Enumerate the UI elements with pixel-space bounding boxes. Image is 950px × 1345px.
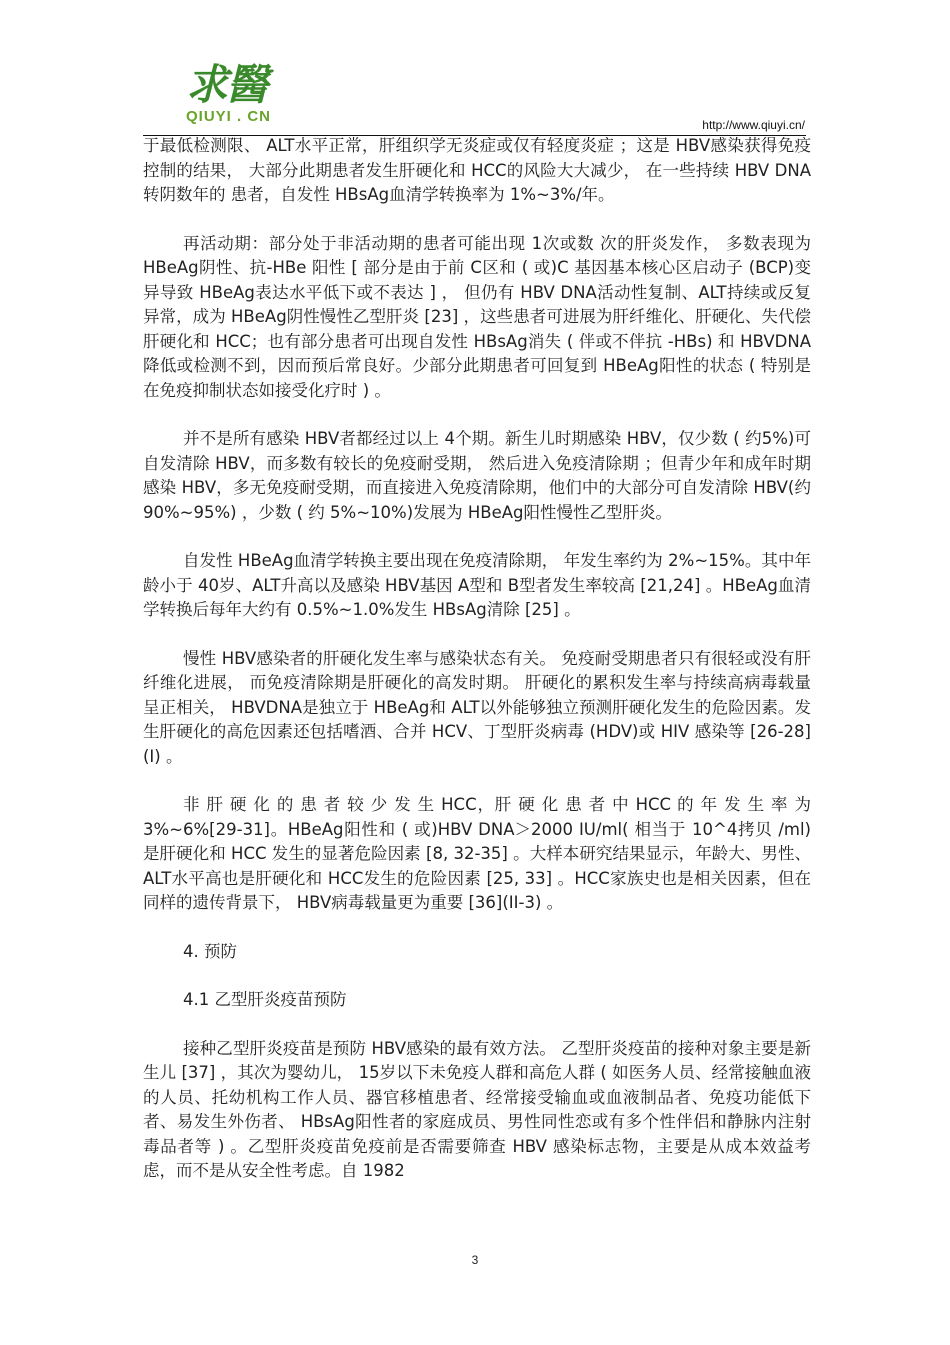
paragraph-seroconversion: 自发性 HBeAg血清学转换主要出现在免疫清除期， 年发生率约为 2%~15%。其中年龄小于 40岁、ALT升高以及感染 HBV基因 A型和 B型者发生率较高 [21,24] 。HBeAg血清学转换后每年大约有 0.5%~1.0%发生 HBsAg清除 [25] 。 [143,551,811,619]
subsection-heading-vaccine: 4.1 乙型肝炎疫苗预防 [183,990,347,1009]
paragraph-continued: 于最低检测限、 ALT水平正常，肝组织学无炎症或仅有轻度炎症 ；这是 HBV感染获得免疫控制的结果， 大部分此期患者发生肝硬化和 HCC的风险大大减少， 在一些持续 HBV DNA转阴数年的 患者，自发性 HBsAg血清学转换率为 1%~3%/年。 [143,136,812,204]
paragraph-vaccination: 接种乙型肝炎疫苗是预防 HBV感染的最有效方法。 乙型肝炎疫苗的接种对象主要是新生儿 [37] ，其次为婴幼儿， 15岁以下未免疫人群和高危人群 ( 如医务人员、经常接触血液的人员、托幼机构工作人员、器官移植患者、经常接受输血或血液制品者、免疫功能低下者、易发生外伤者、 HBsAg阳性者的家庭成员、男性同性恋或有多个性伴侣和静脉内注射毒品者等 ) 。乙型肝炎疫苗免疫前是否需要筛查 HBV 感染标志物，主要是从成本效益考虑，而不是从安全性考虑。自 1982 [143,1038,811,1180]
paragraph-hcc-risk: 非 肝 硬 化 的 患 者 较 少 发 生 HCC，肝 硬 化 患 者 中 HCC 的 年 发 生 率 为3%~6%[29-31]。HBeAg阳性和 ( 或)HBV DNA＞2000 IU/ml( 相当于 10^4拷贝 /ml) 是肝硬化和 HCC 发生的显著危险因素 [8, 32-35] 。大样本研究结果显示，年龄大、男性、 ALT水平高也是肝硬化和 HCC发生的危险因素 [25, 33] 。HCC家族史也是相关因素，但在同样的遗传背景下， HBV病毒载量更为重要 [36](II-3) 。 [143,795,811,912]
document-body [143,134,811,1184]
paragraph-cirrhosis: 慢性 HBV感染者的肝硬化发生率与感染状态有关。 免疫耐受期患者只有很轻或没有肝纤维化进展， 而免疫清除期是肝硬化的高发时期。 肝硬化的累积发生率与持续高病毒载量呈正相关， HBVDNA是独立于 HBeAg和 ALT以外能够独立预测肝硬化发生的危险因素。发生肝硬化的高危因素还包括嗜酒、合并 HCV、丁型肝炎病毒 (HDV)或 HIV 感染等 [26-28](I) 。 [143,648,811,766]
section-heading-prevention: 4. 预防 [183,941,237,961]
logo-chinese-text: 求醫 [186,60,267,109]
header-url-link[interactable]: http://www.qiuyi.cn/ [702,118,805,132]
logo-english-text: QIUYI . CN [186,108,272,125]
paragraph-reactivation-phase: 再活动期：部分处于非活动期的患者可能出现 1次或数 次的肝炎发作， 多数表现为 HBeAg阴性、抗-HBe 阳性 [ 部分是由于前 C区和 ( 或)C 基因基本核心区启动子 (BCP)变异导致 HBeAg表达水平低下或不表达 ] ， 但仍有 HBV DNA活动性复制、ALT持续或反复异常，成为 HBeAg阴性慢性乙型肝炎 [23] ，这些患者可进展为肝纤维化、肝硬化、失代偿肝硬化和 HCC；也有部分患者可出现自发性 HBsAg消失 ( 伴或不伴抗 -HBs) 和 HBVDNA降低或检测不到，因而预后常良好。少部分此期患者可回复到 HBeAg阳性的状态 ( 特别是在免疫抑制状态如接受化疗时 ) 。 [143,233,811,400]
paragraph-infection-phases: 并不是所有感染 HBV者都经过以上 4个期。新生儿时期感染 HBV，仅少数 ( 约5%)可自发清除 HBV，而多数有较长的免疫耐受期， 然后进入免疫清除期 ；但青少年和成年时期感染 HBV，多无免疫耐受期，而直接进入免疫清除期，他们中的大部分可自发清除 HBV(约 90%~95%) ，少数 ( 约 5%~10%)发展为 HBeAg阳性慢性乙型肝炎。 [143,429,811,522]
page-number: 3 [471,1253,479,1267]
qiuyi-logo [186,60,286,132]
